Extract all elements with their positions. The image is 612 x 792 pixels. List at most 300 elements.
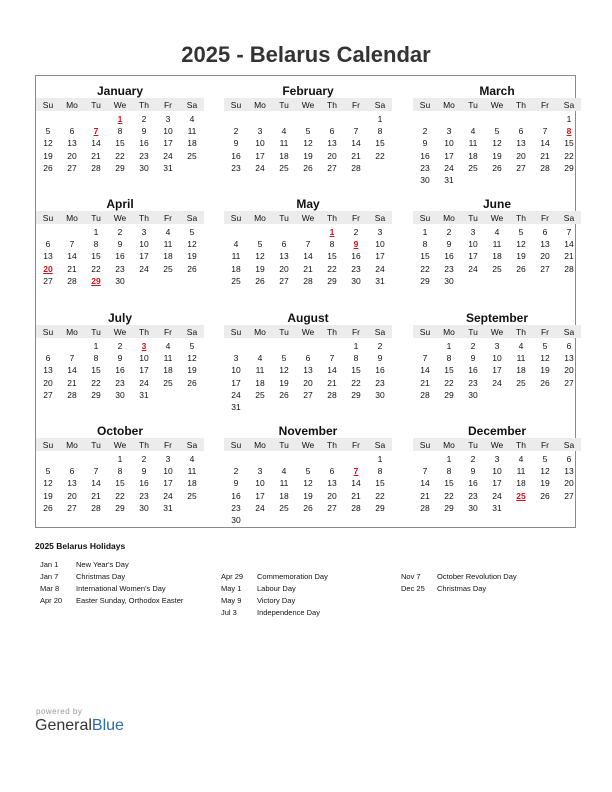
day-cell: 9 [233,478,239,489]
day-cell: 3 [141,227,147,237]
weekday-label: Su [42,100,54,110]
month-name: July [107,311,132,325]
day-cell: 23 [375,377,385,388]
weekday-label: Fr [540,213,550,223]
day-cell: 10 [231,365,241,376]
weekday-label: Su [42,213,54,223]
day-cell: 19 [43,490,53,501]
day-cell: 7 [69,239,75,250]
weekday-label: Tu [91,100,101,110]
weekday-label: Fr [351,100,361,110]
day-cell: 19 [492,150,502,161]
day-cell: 1 [93,227,99,237]
day-cell: 19 [516,251,526,262]
day-cell: 8 [329,239,335,250]
day-cell: 16 [139,478,149,489]
weekday-label: Fr [163,327,173,337]
day-cell: 18 [468,150,478,161]
day-cell: 10 [139,239,149,250]
day-cell: 19 [540,478,550,489]
weekday-label: Su [230,213,242,223]
holiday-day-cell: 29 [91,275,101,286]
day-cell: 21 [67,377,77,388]
day-cell: 6 [566,454,572,464]
weekday-label: Tu [279,213,289,223]
day-cell: 27 [279,275,289,286]
day-cell: 24 [139,263,149,274]
day-cell: 12 [516,239,526,250]
weekday-label: Th [139,440,149,450]
day-cell: 16 [444,251,454,262]
day-cell: 11 [492,239,502,250]
day-cell: 25 [187,490,197,501]
day-cell: 30 [468,502,478,513]
day-cell: 22 [91,263,101,274]
day-cell: 4 [257,353,263,364]
day-cell: 22 [375,490,385,501]
day-cell: 11 [187,126,197,137]
weekday-label: Th [516,440,526,450]
weekday-label: Mo [66,440,78,450]
weekday-label: We [301,327,315,337]
day-cell: 30 [115,389,125,400]
weekday-label: We [490,327,504,337]
day-cell: 9 [117,353,123,364]
day-cell: 24 [163,490,173,501]
day-cell: 31 [163,502,173,513]
weekday-label: Mo [443,213,455,223]
month-name: December [467,424,527,438]
weekday-label: Mo [66,327,78,337]
day-cell: 22 [444,377,454,388]
day-cell: 15 [420,251,430,262]
weekday-label: Th [327,327,337,337]
weekday-label: Su [42,327,54,337]
day-cell: 8 [377,466,383,477]
weekday-label: Mo [66,100,78,110]
day-cell: 4 [233,239,239,250]
day-cell: 25 [163,377,173,388]
day-cell: 29 [351,389,361,400]
day-cell: 14 [327,365,337,376]
day-cell: 12 [540,353,550,364]
day-cell: 24 [492,377,502,388]
day-cell: 15 [327,251,337,262]
day-cell: 14 [564,239,574,250]
day-cell: 4 [281,466,287,477]
day-cell: 15 [115,478,125,489]
day-cell: 18 [187,478,197,489]
day-cell: 30 [468,389,478,400]
day-cell: 15 [91,251,101,262]
holiday-day-cell: 7 [353,466,359,477]
day-cell: 24 [255,502,265,513]
day-cell: 29 [115,502,125,513]
brand-name-blue: Blue [91,717,124,734]
day-cell: 19 [540,365,550,376]
weekday-label: Sa [563,100,575,110]
holiday-day-cell: 9 [353,239,359,250]
day-cell: 17 [163,138,173,149]
day-cell: 12 [255,251,265,262]
day-cell: 22 [564,150,574,161]
day-cell: 27 [43,389,53,400]
day-cell: 23 [115,263,125,274]
day-cell: 20 [67,150,77,161]
day-cell: 29 [375,502,385,513]
day-cell: 11 [255,365,265,376]
day-cell: 26 [516,263,526,274]
day-cell: 1 [446,341,452,351]
day-cell: 31 [139,389,149,400]
day-cell: 4 [518,341,524,351]
weekday-label: Tu [91,440,101,450]
weekday-label: Sa [563,440,575,450]
day-cell: 3 [257,466,263,477]
weekday-label: Su [230,440,242,450]
day-cell: 20 [564,478,574,489]
day-cell: 11 [516,353,526,364]
holiday-date: May 9 [221,596,242,605]
month-name: June [482,197,511,211]
day-cell: 14 [67,251,77,262]
day-cell: 29 [444,502,454,513]
day-cell: 5 [257,239,263,250]
page-title: 2025 - Belarus Calendar [181,42,431,67]
weekday-label: Su [419,327,431,337]
day-cell: 8 [93,239,99,250]
weekday-label: Su [230,327,242,337]
holiday-name: October Revolution Day [437,572,517,581]
day-cell: 25 [255,389,265,400]
day-cell: 28 [351,162,361,173]
day-cell: 6 [305,353,311,364]
day-cell: 26 [540,490,550,501]
weekday-label: We [490,100,504,110]
day-cell: 15 [375,138,385,149]
day-cell: 7 [422,466,428,477]
day-cell: 16 [351,251,361,262]
holiday-date: Apr 20 [40,596,63,605]
month-name: April [106,197,134,211]
holiday-name: Easter Sunday, Orthodox Easter [76,596,184,605]
day-cell: 8 [377,126,383,137]
weekday-label: Sa [186,440,198,450]
day-cell: 27 [540,263,550,274]
day-cell: 19 [303,150,313,161]
day-cell: 22 [351,377,361,388]
day-cell: 23 [351,263,361,274]
weekday-label: Su [419,213,431,223]
day-cell: 28 [67,275,77,286]
day-cell: 31 [375,275,385,286]
weekday-label: Sa [374,100,386,110]
day-cell: 5 [542,454,548,464]
day-cell: 19 [303,490,313,501]
weekday-label: Mo [254,213,266,223]
day-cell: 21 [540,150,550,161]
day-cell: 10 [375,239,385,250]
day-cell: 7 [305,239,311,250]
day-cell: 22 [115,490,125,501]
day-cell: 13 [67,138,77,149]
day-cell: 4 [189,114,195,124]
weekday-label: Sa [563,327,575,337]
day-cell: 4 [189,454,195,464]
day-cell: 10 [255,138,265,149]
weekday-label: Tu [468,327,478,337]
day-cell: 1 [93,341,99,351]
day-cell: 9 [141,466,147,477]
day-cell: 2 [233,126,239,137]
day-cell: 11 [163,353,173,364]
day-cell: 6 [281,239,287,250]
day-cell: 13 [564,466,574,477]
day-cell: 14 [67,365,77,376]
weekday-label: Fr [163,100,173,110]
day-cell: 13 [279,251,289,262]
day-cell: 14 [91,138,101,149]
day-cell: 2 [117,227,123,237]
day-cell: 7 [93,466,99,477]
day-cell: 22 [327,263,337,274]
day-cell: 16 [231,490,241,501]
day-cell: 27 [303,389,313,400]
weekday-label: We [113,440,127,450]
weekday-label: We [113,100,127,110]
day-cell: 13 [327,478,337,489]
day-cell: 12 [279,365,289,376]
weekday-label: Tu [91,213,101,223]
day-cell: 4 [165,341,171,351]
day-cell: 5 [45,466,51,477]
holiday-day-cell: 7 [93,126,99,137]
day-cell: 6 [45,353,51,364]
holiday-name: New Year's Day [76,560,129,569]
day-cell: 9 [141,126,147,137]
day-cell: 17 [492,365,502,376]
day-cell: 24 [231,389,241,400]
day-cell: 10 [255,478,265,489]
day-cell: 17 [231,377,241,388]
holiday-name: International Women's Day [76,584,166,593]
holiday-day-cell: 25 [516,490,526,501]
day-cell: 17 [492,478,502,489]
holiday-name: Victory Day [257,596,296,605]
day-cell: 15 [444,365,454,376]
weekday-label: We [490,440,504,450]
weekday-label: Th [327,440,337,450]
weekday-label: We [113,213,127,223]
day-cell: 30 [444,275,454,286]
weekday-label: Su [230,100,242,110]
day-cell: 12 [187,239,197,250]
day-cell: 21 [420,377,430,388]
day-cell: 8 [353,353,359,364]
weekday-label: Fr [540,440,550,450]
day-cell: 23 [420,162,430,173]
weekday-label: Mo [254,327,266,337]
weekday-label: Tu [468,100,478,110]
day-cell: 20 [540,251,550,262]
weekday-label: Th [327,213,337,223]
day-cell: 6 [542,227,548,237]
weekday-label: Th [139,100,149,110]
day-cell: 9 [446,239,452,250]
day-cell: 19 [187,251,197,262]
day-cell: 21 [327,377,337,388]
day-cell: 2 [117,341,123,351]
weekday-label: Fr [163,213,173,223]
day-cell: 21 [91,490,101,501]
weekday-label: We [301,100,315,110]
day-cell: 1 [353,341,359,351]
weekday-label: Th [139,327,149,337]
day-cell: 3 [377,227,383,237]
day-cell: 6 [69,466,75,477]
day-cell: 10 [163,466,173,477]
day-cell: 21 [351,490,361,501]
day-cell: 7 [353,126,359,137]
day-cell: 13 [564,353,574,364]
day-cell: 24 [375,263,385,274]
day-cell: 9 [422,138,428,149]
day-cell: 11 [279,478,289,489]
day-cell: 12 [303,478,313,489]
weekday-label: Su [419,100,431,110]
day-cell: 5 [281,353,287,364]
day-cell: 22 [91,377,101,388]
day-cell: 3 [257,126,263,137]
weekday-label: Su [42,440,54,450]
weekday-label: Fr [351,213,361,223]
day-cell: 20 [327,490,337,501]
weekday-label: We [490,213,504,223]
month-name: September [465,311,529,325]
day-cell: 12 [43,478,53,489]
day-cell: 10 [163,126,173,137]
day-cell: 11 [231,251,241,262]
day-cell: 30 [375,389,385,400]
day-cell: 2 [353,227,359,237]
day-cell: 8 [117,126,123,137]
day-cell: 9 [117,239,123,250]
day-cell: 31 [163,162,173,173]
day-cell: 16 [468,365,478,376]
day-cell: 9 [233,138,239,149]
day-cell: 10 [468,239,478,250]
day-cell: 25 [279,502,289,513]
brand-name-general: General [35,717,92,734]
day-cell: 4 [281,126,287,137]
day-cell: 21 [420,490,430,501]
day-cell: 15 [564,138,574,149]
day-cell: 17 [139,251,149,262]
weekday-label: Sa [186,327,198,337]
day-cell: 7 [329,353,335,364]
day-cell: 21 [91,150,101,161]
day-cell: 18 [163,365,173,376]
day-cell: 25 [279,162,289,173]
day-cell: 24 [255,162,265,173]
day-cell: 21 [564,251,574,262]
day-cell: 30 [139,162,149,173]
day-cell: 2 [141,114,147,124]
day-cell: 30 [351,275,361,286]
day-cell: 28 [351,502,361,513]
month-name: January [96,84,144,98]
holiday-day-cell: 20 [43,263,53,274]
day-cell: 9 [470,466,476,477]
holiday-date: Jul 3 [221,608,237,617]
day-cell: 7 [542,126,548,137]
weekday-label: Sa [374,327,386,337]
day-cell: 4 [470,126,476,137]
day-cell: 18 [279,150,289,161]
weekday-label: Tu [279,100,289,110]
day-cell: 12 [43,138,53,149]
day-cell: 29 [444,389,454,400]
day-cell: 1 [117,454,123,464]
day-cell: 20 [67,490,77,501]
weekday-label: Mo [443,100,455,110]
weekday-label: We [301,440,315,450]
day-cell: 23 [139,490,149,501]
weekday-label: Mo [66,213,78,223]
day-cell: 10 [492,353,502,364]
day-cell: 2 [141,454,147,464]
day-cell: 11 [187,466,197,477]
day-cell: 7 [69,353,75,364]
day-cell: 15 [375,478,385,489]
day-cell: 14 [420,478,430,489]
day-cell: 10 [444,138,454,149]
day-cell: 26 [255,275,265,286]
holiday-name: Labour Day [257,584,296,593]
day-cell: 16 [139,138,149,149]
day-cell: 27 [516,162,526,173]
holiday-date: Jan 7 [40,572,59,581]
day-cell: 2 [233,466,239,477]
weekday-label: Fr [351,440,361,450]
day-cell: 24 [163,150,173,161]
day-cell: 29 [564,162,574,173]
day-cell: 18 [231,263,241,274]
day-cell: 16 [115,251,125,262]
day-cell: 12 [492,138,502,149]
day-cell: 14 [303,251,313,262]
day-cell: 17 [468,251,478,262]
day-cell: 18 [279,490,289,501]
weekday-label: Sa [374,440,386,450]
brand-logo[interactable] [35,717,124,735]
day-cell: 24 [444,162,454,173]
day-cell: 29 [91,389,101,400]
day-cell: 22 [375,150,385,161]
day-cell: 30 [139,502,149,513]
day-cell: 5 [189,227,195,237]
day-cell: 20 [303,377,313,388]
day-cell: 24 [468,263,478,274]
day-cell: 23 [231,162,241,173]
holiday-date: Nov 7 [401,572,421,581]
day-cell: 16 [115,365,125,376]
holiday-day-cell: 3 [141,341,147,351]
day-cell: 20 [279,263,289,274]
day-cell: 17 [444,150,454,161]
day-cell: 21 [351,150,361,161]
day-cell: 26 [187,377,197,388]
